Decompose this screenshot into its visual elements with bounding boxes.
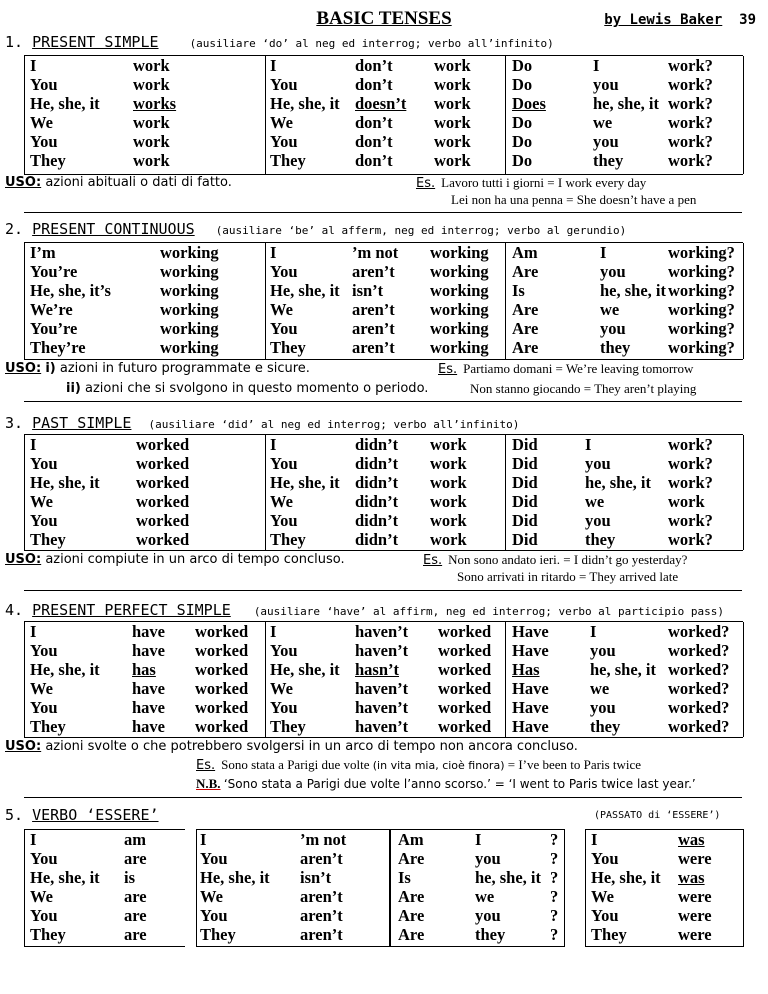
- verb-cell: have: [132, 679, 165, 698]
- pronoun-cell: he, she, it: [593, 94, 659, 113]
- auxiliary-cell: Do: [512, 75, 533, 94]
- pronoun-cell: He, she, it: [591, 868, 661, 887]
- verb-cell: ?: [550, 906, 559, 925]
- section-number: 1.: [5, 33, 24, 51]
- verb-cell: ?: [550, 868, 559, 887]
- example: Non stanno giocando = They aren’t playing: [470, 381, 697, 396]
- verb-cell: are: [124, 849, 147, 868]
- verb-cell: worked?: [668, 641, 730, 660]
- pronoun-cell: I: [591, 830, 598, 849]
- pronoun-cell: He, she, it: [30, 868, 100, 887]
- verb-cell: has: [132, 660, 156, 679]
- verb-cell: aren’t: [352, 319, 395, 338]
- pronoun-cell: you: [475, 906, 501, 925]
- pronoun-cell: You: [30, 906, 58, 925]
- pronoun-cell: We: [30, 492, 53, 511]
- verb-cell: worked?: [668, 679, 730, 698]
- auxiliary-cell: Are: [512, 319, 539, 338]
- pronoun-cell: I: [270, 243, 277, 262]
- auxiliary-cell: Is: [398, 868, 411, 887]
- page-title: BASIC TENSES: [316, 8, 452, 29]
- section-name: PAST SIMPLE: [32, 414, 132, 432]
- verb-cell: aren’t: [300, 925, 343, 944]
- pronoun-cell: I: [30, 435, 37, 454]
- usage-note: USO: i) azioni in futuro programmate e sicure.: [5, 361, 310, 376]
- verb-cell: worked: [438, 660, 492, 679]
- pronoun-cell: we: [600, 300, 620, 319]
- pronoun-cell: You: [30, 454, 58, 473]
- pronoun-cell: He, she, it: [30, 94, 100, 113]
- pronoun-cell: he, she, it: [590, 660, 656, 679]
- verb-cell: was: [678, 868, 705, 887]
- pronoun-cell: They: [270, 151, 306, 170]
- pronoun-cell: He, she, it: [30, 473, 100, 492]
- verb-cell: worked: [195, 679, 249, 698]
- usage-note: USO: azioni compiute in un arco di tempo concluso.: [5, 552, 345, 567]
- pronoun-cell: they: [475, 925, 506, 944]
- pronoun-cell: You: [270, 319, 298, 338]
- author-credit: [604, 12, 756, 28]
- pronoun-cell: I’m: [30, 243, 56, 262]
- section-number: 4.: [5, 601, 24, 619]
- verb-cell: worked: [195, 622, 249, 641]
- verb-cell: work: [430, 511, 467, 530]
- verb-cell: work?: [668, 94, 713, 113]
- section-number: 5.: [5, 806, 24, 824]
- verb-cell: work?: [668, 473, 713, 492]
- verb-cell: haven’t: [355, 679, 409, 698]
- verb-cell: work: [430, 435, 467, 454]
- verb-cell: work?: [668, 113, 713, 132]
- verb-cell: worked: [195, 641, 249, 660]
- divider: [24, 590, 742, 591]
- section-name: PRESENT SIMPLE: [32, 33, 159, 51]
- section-note: (ausiliare ‘be’ al afferm, neg ed interrog; verbo al gerundio): [215, 224, 627, 237]
- nota-bene: N.B. ‘Sono stata a Parigi due volte l’anno scorso.’ = ‘I went to Paris twice last year.’: [196, 776, 696, 791]
- verb-cell: worked: [438, 622, 492, 641]
- verb-cell: worked: [136, 435, 190, 454]
- pronoun-cell: He, she, it: [200, 868, 270, 887]
- verb-cell: work?: [668, 435, 713, 454]
- verb-cell: working: [160, 243, 219, 262]
- pronoun-cell: You: [30, 641, 58, 660]
- auxiliary-cell: Are: [398, 887, 425, 906]
- verb-cell: working: [430, 243, 489, 262]
- pronoun-cell: You: [30, 132, 58, 151]
- usage-note: USO: azioni svolte o che potrebbero svolgersi in un arco di tempo non ancora concluso.: [5, 739, 578, 754]
- pronoun-cell: We: [30, 679, 53, 698]
- page-number: 39: [739, 12, 756, 28]
- pronoun-cell: You: [200, 849, 228, 868]
- verb-cell: are: [124, 906, 147, 925]
- pronoun-cell: You: [270, 454, 298, 473]
- verb-cell: worked: [438, 679, 492, 698]
- pronoun-cell: we: [590, 679, 610, 698]
- verb-cell: work: [430, 454, 467, 473]
- auxiliary-cell: Is: [512, 281, 525, 300]
- pronoun-cell: you: [590, 641, 616, 660]
- auxiliary-cell: Are: [512, 300, 539, 319]
- verb-cell: working: [160, 319, 219, 338]
- verb-cell: doesn’t: [355, 94, 407, 113]
- pronoun-cell: they: [585, 530, 616, 549]
- verb-cell: am: [124, 830, 146, 849]
- pronoun-cell: I: [475, 830, 482, 849]
- verb-cell: don’t: [355, 75, 393, 94]
- pronoun-cell: They: [270, 338, 306, 357]
- section-5-heading: [5, 806, 159, 824]
- verb-cell: work: [133, 132, 170, 151]
- verb-cell: aren’t: [300, 849, 343, 868]
- pronoun-cell: You: [30, 511, 58, 530]
- pronoun-cell: You: [30, 849, 58, 868]
- example: Sono arrivati in ritardo = They arrived late: [457, 569, 679, 584]
- verb-cell: isn’t: [352, 281, 384, 300]
- auxiliary-cell: Have: [512, 679, 549, 698]
- verb-cell: worked?: [668, 698, 730, 717]
- verb-cell: worked?: [668, 717, 730, 736]
- verb-cell: work?: [668, 454, 713, 473]
- auxiliary-cell: Have: [512, 698, 549, 717]
- verb-cell: don’t: [355, 132, 393, 151]
- verb-cell: work: [434, 113, 471, 132]
- verb-cell: work: [133, 151, 170, 170]
- verb-cell: ?: [550, 887, 559, 906]
- verb-cell: aren’t: [352, 262, 395, 281]
- pronoun-cell: We: [30, 887, 53, 906]
- pronoun-cell: you: [585, 511, 611, 530]
- verb-cell: were: [678, 906, 712, 925]
- pronoun-cell: he, she, it: [475, 868, 541, 887]
- pronoun-cell: We’re: [30, 300, 73, 319]
- example: Es. Sono stata a Parigi due volte (in vita mia, cioè finora) = I’ve been to Paris twice: [196, 757, 642, 773]
- section-name: PRESENT PERFECT SIMPLE: [32, 601, 231, 619]
- pronoun-cell: I: [30, 56, 37, 75]
- pronoun-cell: We: [30, 113, 53, 132]
- pronoun-cell: you: [590, 698, 616, 717]
- verb-cell: were: [678, 887, 712, 906]
- pronoun-cell: We: [270, 679, 293, 698]
- verb-cell: working: [160, 300, 219, 319]
- past-of-essere-note: (PASSATO di ‘ESSERE’): [594, 810, 721, 821]
- verb-cell: working: [430, 338, 489, 357]
- verb-cell: working: [160, 262, 219, 281]
- verb-cell: were: [678, 925, 712, 944]
- pronoun-cell: you: [593, 132, 619, 151]
- divider: [24, 212, 742, 213]
- pronoun-cell: You: [30, 75, 58, 94]
- divider: [24, 401, 742, 402]
- verb-cell: worked: [136, 492, 190, 511]
- divider: [24, 797, 742, 798]
- pronoun-cell: I: [270, 435, 277, 454]
- verb-cell: didn’t: [355, 435, 399, 454]
- section-note: (ausiliare ‘have’ al affirm, neg ed interrog; verbo al participio pass): [253, 605, 725, 618]
- auxiliary-cell: Do: [512, 113, 533, 132]
- verb-cell: didn’t: [355, 473, 399, 492]
- verb-cell: work: [133, 113, 170, 132]
- auxiliary-cell: Are: [398, 925, 425, 944]
- section-name: VERBO ‘ESSERE’: [32, 806, 159, 824]
- verb-cell: working?: [668, 281, 735, 300]
- verb-cell: don’t: [355, 151, 393, 170]
- pronoun-cell: You: [270, 511, 298, 530]
- verb-cell: worked?: [668, 622, 730, 641]
- verb-cell: were: [678, 849, 712, 868]
- pronoun-cell: they: [600, 338, 631, 357]
- verb-cell: work: [430, 473, 467, 492]
- verb-cell: work: [434, 132, 471, 151]
- auxiliary-cell: Did: [512, 454, 538, 473]
- verb-cell: have: [132, 698, 165, 717]
- pronoun-cell: I: [30, 622, 37, 641]
- pronoun-cell: You: [270, 132, 298, 151]
- verb-cell: worked: [438, 717, 492, 736]
- section-number: 3.: [5, 414, 24, 432]
- verb-cell: didn’t: [355, 454, 399, 473]
- verb-cell: isn’t: [300, 868, 332, 887]
- pronoun-cell: they: [593, 151, 624, 170]
- verb-cell: work: [133, 56, 170, 75]
- verb-cell: aren’t: [352, 300, 395, 319]
- verb-cell: working?: [668, 243, 735, 262]
- pronoun-cell: They’re: [30, 338, 86, 357]
- verb-cell: work?: [668, 132, 713, 151]
- verb-cell: worked: [438, 641, 492, 660]
- verb-cell: haven’t: [355, 622, 409, 641]
- pronoun-cell: I: [30, 830, 37, 849]
- verb-cell: have: [132, 622, 165, 641]
- verb-cell: ’m not: [352, 243, 399, 262]
- pronoun-cell: They: [591, 925, 627, 944]
- pronoun-cell: We: [270, 113, 293, 132]
- verb-cell: work: [434, 56, 471, 75]
- verb-cell: working?: [668, 319, 735, 338]
- auxiliary-cell: Does: [512, 94, 546, 113]
- verb-cell: worked: [195, 660, 249, 679]
- auxiliary-cell: Have: [512, 622, 549, 641]
- verb-cell: haven’t: [355, 641, 409, 660]
- verb-cell: working: [430, 300, 489, 319]
- auxiliary-cell: Did: [512, 530, 538, 549]
- verb-cell: work: [434, 75, 471, 94]
- verb-cell: worked?: [668, 660, 730, 679]
- verb-cell: aren’t: [300, 906, 343, 925]
- pronoun-cell: They: [270, 530, 306, 549]
- verb-cell: work?: [668, 56, 713, 75]
- verb-cell: was: [678, 830, 705, 849]
- auxiliary-cell: Are: [398, 906, 425, 925]
- pronoun-cell: We: [270, 492, 293, 511]
- pronoun-cell: you: [585, 454, 611, 473]
- pronoun-cell: You: [270, 262, 298, 281]
- verb-cell: hasn’t: [355, 660, 400, 679]
- verb-cell: working: [430, 319, 489, 338]
- verb-cell: working: [430, 262, 489, 281]
- pronoun-cell: We: [591, 887, 614, 906]
- auxiliary-cell: Did: [512, 492, 538, 511]
- auxiliary-cell: Do: [512, 151, 533, 170]
- section-name: PRESENT CONTINUOUS: [32, 220, 195, 238]
- verb-cell: don’t: [355, 113, 393, 132]
- auxiliary-cell: Am: [512, 243, 538, 262]
- pronoun-cell: He, she, it’s: [30, 281, 111, 300]
- verb-cell: worked: [195, 717, 249, 736]
- pronoun-cell: You: [270, 641, 298, 660]
- pronoun-cell: I: [593, 56, 600, 75]
- verb-cell: work: [133, 75, 170, 94]
- verb-cell: work?: [668, 511, 713, 530]
- verb-cell: have: [132, 641, 165, 660]
- pronoun-cell: We: [200, 887, 223, 906]
- verb-cell: worked: [136, 511, 190, 530]
- pronoun-cell: They: [200, 925, 236, 944]
- pronoun-cell: We: [270, 300, 293, 319]
- verb-cell: didn’t: [355, 492, 399, 511]
- usage-note: ii) azioni che si svolgono in questo momento o periodo.: [66, 381, 429, 396]
- pronoun-cell: You: [270, 698, 298, 717]
- auxiliary-cell: Are: [512, 338, 539, 357]
- verb-cell: works: [133, 94, 177, 113]
- auxiliary-cell: Have: [512, 717, 549, 736]
- section-1-heading: [5, 33, 554, 51]
- author-name: by Lewis Baker: [604, 12, 723, 28]
- pronoun-cell: they: [590, 717, 621, 736]
- pronoun-cell: you: [593, 75, 619, 94]
- pronoun-cell: They: [30, 925, 66, 944]
- example: Es. Lavoro tutti i giorni = I work every day: [416, 175, 647, 191]
- verb-cell: haven’t: [355, 698, 409, 717]
- section-3-heading: [5, 414, 519, 432]
- pronoun-cell: we: [475, 887, 495, 906]
- pronoun-cell: You’re: [30, 262, 78, 281]
- pronoun-cell: He, she, it: [270, 660, 340, 679]
- verb-cell: ?: [550, 830, 559, 849]
- verb-cell: are: [124, 887, 147, 906]
- pronoun-cell: you: [600, 319, 626, 338]
- pronoun-cell: I: [200, 830, 207, 849]
- auxiliary-cell: Are: [398, 849, 425, 868]
- auxiliary-cell: Did: [512, 435, 538, 454]
- pronoun-cell: You’re: [30, 319, 78, 338]
- pronoun-cell: He, she, it: [270, 281, 340, 300]
- verb-cell: didn’t: [355, 530, 399, 549]
- pronoun-cell: I: [270, 622, 277, 641]
- verb-cell: don’t: [355, 56, 393, 75]
- section-note: (ausiliare ‘do’ al neg ed interrog; verbo all’infinito): [189, 37, 554, 50]
- pronoun-cell: we: [593, 113, 613, 132]
- verb-cell: ?: [550, 849, 559, 868]
- verb-cell: work: [434, 151, 471, 170]
- pronoun-cell: He, she, it: [30, 660, 100, 679]
- verb-cell: working: [160, 281, 219, 300]
- usage-note: USO: azioni abituali o dati di fatto.: [5, 175, 232, 190]
- verb-cell: worked: [136, 473, 190, 492]
- pronoun-cell: They: [30, 717, 66, 736]
- verb-cell: is: [124, 868, 136, 887]
- verb-cell: have: [132, 717, 165, 736]
- pronoun-cell: They: [30, 530, 66, 549]
- auxiliary-cell: Have: [512, 641, 549, 660]
- verb-cell: work: [430, 492, 467, 511]
- auxiliary-cell: Are: [512, 262, 539, 281]
- pronoun-cell: I: [585, 435, 592, 454]
- verb-cell: working?: [668, 262, 735, 281]
- pronoun-cell: You: [30, 698, 58, 717]
- pronoun-cell: I: [600, 243, 607, 262]
- example: Lei non ha una penna = She doesn’t have a pen: [451, 192, 697, 207]
- verb-cell: working?: [668, 300, 735, 319]
- pronoun-cell: you: [475, 849, 501, 868]
- pronoun-cell: You: [200, 906, 228, 925]
- pronoun-cell: you: [600, 262, 626, 281]
- pronoun-cell: I: [590, 622, 597, 641]
- example: Es. Partiamo domani = We’re leaving tomorrow: [438, 361, 694, 377]
- verb-cell: working: [430, 281, 489, 300]
- pronoun-cell: You: [591, 906, 619, 925]
- verb-cell: worked: [136, 530, 190, 549]
- auxiliary-cell: Has: [512, 660, 540, 679]
- section-2-heading: [5, 220, 626, 238]
- verb-cell: worked: [195, 698, 249, 717]
- pronoun-cell: You: [270, 75, 298, 94]
- section-note: (ausiliare ‘did’ al neg ed interrog; verbo all’infinito): [148, 418, 520, 431]
- verb-cell: work?: [668, 75, 713, 94]
- pronoun-cell: They: [30, 151, 66, 170]
- verb-cell: work: [434, 94, 471, 113]
- section-4-heading: [5, 601, 724, 619]
- pronoun-cell: we: [585, 492, 605, 511]
- verb-cell: ’m not: [300, 830, 347, 849]
- verb-cell: work: [668, 492, 705, 511]
- verb-cell: haven’t: [355, 717, 409, 736]
- section-number: 2.: [5, 220, 24, 238]
- auxiliary-cell: Did: [512, 511, 538, 530]
- pronoun-cell: He, she, it: [270, 473, 340, 492]
- verb-cell: working: [160, 338, 219, 357]
- auxiliary-cell: Did: [512, 473, 538, 492]
- auxiliary-cell: Do: [512, 56, 533, 75]
- example: Es. Non sono andato ieri. = I didn’t go yesterday?: [423, 552, 688, 568]
- verb-cell: work?: [668, 151, 713, 170]
- verb-cell: work: [430, 530, 467, 549]
- verb-cell: ?: [550, 925, 559, 944]
- verb-cell: didn’t: [355, 511, 399, 530]
- pronoun-cell: They: [270, 717, 306, 736]
- auxiliary-cell: Do: [512, 132, 533, 151]
- verb-cell: worked: [438, 698, 492, 717]
- verb-cell: working?: [668, 338, 735, 357]
- verb-cell: aren’t: [300, 887, 343, 906]
- pronoun-cell: I: [270, 56, 277, 75]
- pronoun-cell: You: [591, 849, 619, 868]
- pronoun-cell: he, she, it: [600, 281, 666, 300]
- verb-cell: are: [124, 925, 147, 944]
- auxiliary-cell: Am: [398, 830, 424, 849]
- pronoun-cell: He, she, it: [270, 94, 340, 113]
- verb-cell: aren’t: [352, 338, 395, 357]
- verb-cell: worked: [136, 454, 190, 473]
- verb-cell: work?: [668, 530, 713, 549]
- pronoun-cell: he, she, it: [585, 473, 651, 492]
